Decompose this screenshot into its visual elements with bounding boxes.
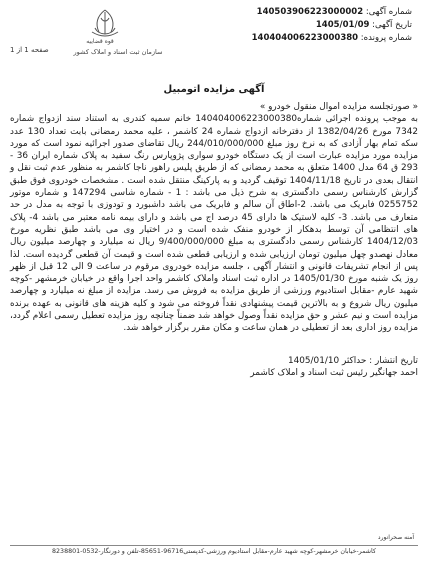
publish-date-label: تاریخ انتشار : حداکثر bbox=[341, 356, 418, 366]
publish-date-row bbox=[250, 355, 418, 367]
footer-address: کاشمر-خیابان خرمشهر-کوچه شهید عارم-مقابل استادیوم ورزشی-کدپستی96716-85651-تلفن و دورنگار-0532-8238801 bbox=[52, 548, 376, 555]
body-paragraph-heading: « صورتجلسه مزایده اموال منقول خودرو » bbox=[259, 102, 418, 112]
ad-date-label: تاریخ آگهی: bbox=[372, 20, 412, 30]
footer-divider bbox=[10, 545, 418, 546]
emblem-caption-judiciary: قوه قضاییه bbox=[86, 38, 114, 45]
file-number-label: شماره پرونده: bbox=[360, 33, 412, 43]
signer-name: احمد جهانگیر رئیس ثبت اسناد و املاک کاشمر bbox=[250, 368, 418, 379]
emblem-caption-organization: سازمان ثبت اسناد و املاک کشور bbox=[73, 48, 163, 56]
body-paragraph-main: به موجب پرونده اجرائی شماره140404006223000380 خانم سمیه کندری به استناد سند ازدواج شماره 7342 مورخ 1382/04/26 از دفترخانه ازدواج شماره 24 کاشمر ، علیه محمد رمضانی بابت تعداد 130 عدد سکه تمام بهار آزادی که به نرخ روز مبلغ 244/010/000/000 ریال تقاضای صدور اجرائیه نمود است که مورد مزایده مورد مزایده عبارت است از یک دستگاه خودرو سواری پژوپارس رنگ سفید به پلاک شماره ایران 36 - 293 ق 64 مدل 1400 متعلق به محمد رمضانی که از طریق پلیس راهور ناجا کاشمر به منظور عدم ثبت نقل و انتقال بعدی در تاریخ 1404/11/18 توقیف گردید و به پارکینگ منتقل شده است . مشخصات خودروی فوق طبق گزارش کارشناس رسمی دادگستری به شرح ذیل می باشد : 1 - شماره شاسی 147294 و شماره موتور 0255752 فابریک می باشد. 2-اطاق آن سالم و فابریک می باشد داشبورد و تودوزی با توجه به مدل در حد متعارف می باشد. 3- کلیه لاستیک ها دارای 45 درصد اج می باشد و دارای بیمه نامه معتبر می باشد 4- پلاک های انتظامی آن توسط بدهکار از خودرو منفک شده است و در اختیار وی می باشد طبق نظریه مورخ 1404/12/03 کارشناس رسمی دادگستری به مبلغ 9/400/000/000 ریال نه میلیارد و چهارصد میلیون ریال معادل نهصدو چهل میلیون تومان ارزیابی شده و ارزیابی قطعی شده است و قیمت آن قطعی گردیده است. لذا پس از انجام تشریفات قانونی و انتشار آگهی ، جلسه مزایده خودروی مرقوم در ساعت 9 الی 12 قبل از ظهر روز یک شنبه مورخ 1405/01/30 در اداره ثبت اسناد واملاک کاشمر واحد اجرا واقع در خیابان خرمشهر -کوچه شهید عارم -مقابل استادیوم ورزشی از طریق مزایده به فروش می رسد. مزایده از مبلغ نه میلیارد و چهارصد میلیون ریال شروع و به بالاترین قیمت پیشنهادی نقداً فروخته می شود و کلیه هزینه های قانونی به عهده برنده مزایده است و نیم عشر و حق مزایده نقداً وصول خواهد شد ضمناً چنانچه روز مزایده تعطیل رسمی اعلام گردد، مزایده روز اداری بعد از تعطیلی در همان ساعت و مکان مقرر برگزار خواهد شد. bbox=[10, 114, 419, 334]
ad-date-row bbox=[212, 19, 412, 32]
ad-date-value: 1405/01/09 bbox=[315, 20, 370, 30]
publish-date-value: 1405/01/10 bbox=[287, 356, 340, 366]
ad-number-row bbox=[212, 6, 412, 19]
header-meta bbox=[212, 6, 412, 45]
notice-title: آگهی مزایده اتومبیل bbox=[163, 84, 265, 95]
file-number-row bbox=[212, 32, 412, 45]
ad-number-value: 140503906223000002 bbox=[256, 7, 364, 17]
notice-body bbox=[10, 101, 418, 335]
ad-number-label: شماره آگهی: bbox=[365, 7, 412, 17]
page-number: صفحه 1 از 1 bbox=[10, 46, 49, 54]
file-number-value: 140404006223000380 bbox=[251, 33, 359, 43]
signature-block bbox=[250, 355, 418, 380]
footer-name: آمنه صحرانورد bbox=[377, 534, 414, 541]
